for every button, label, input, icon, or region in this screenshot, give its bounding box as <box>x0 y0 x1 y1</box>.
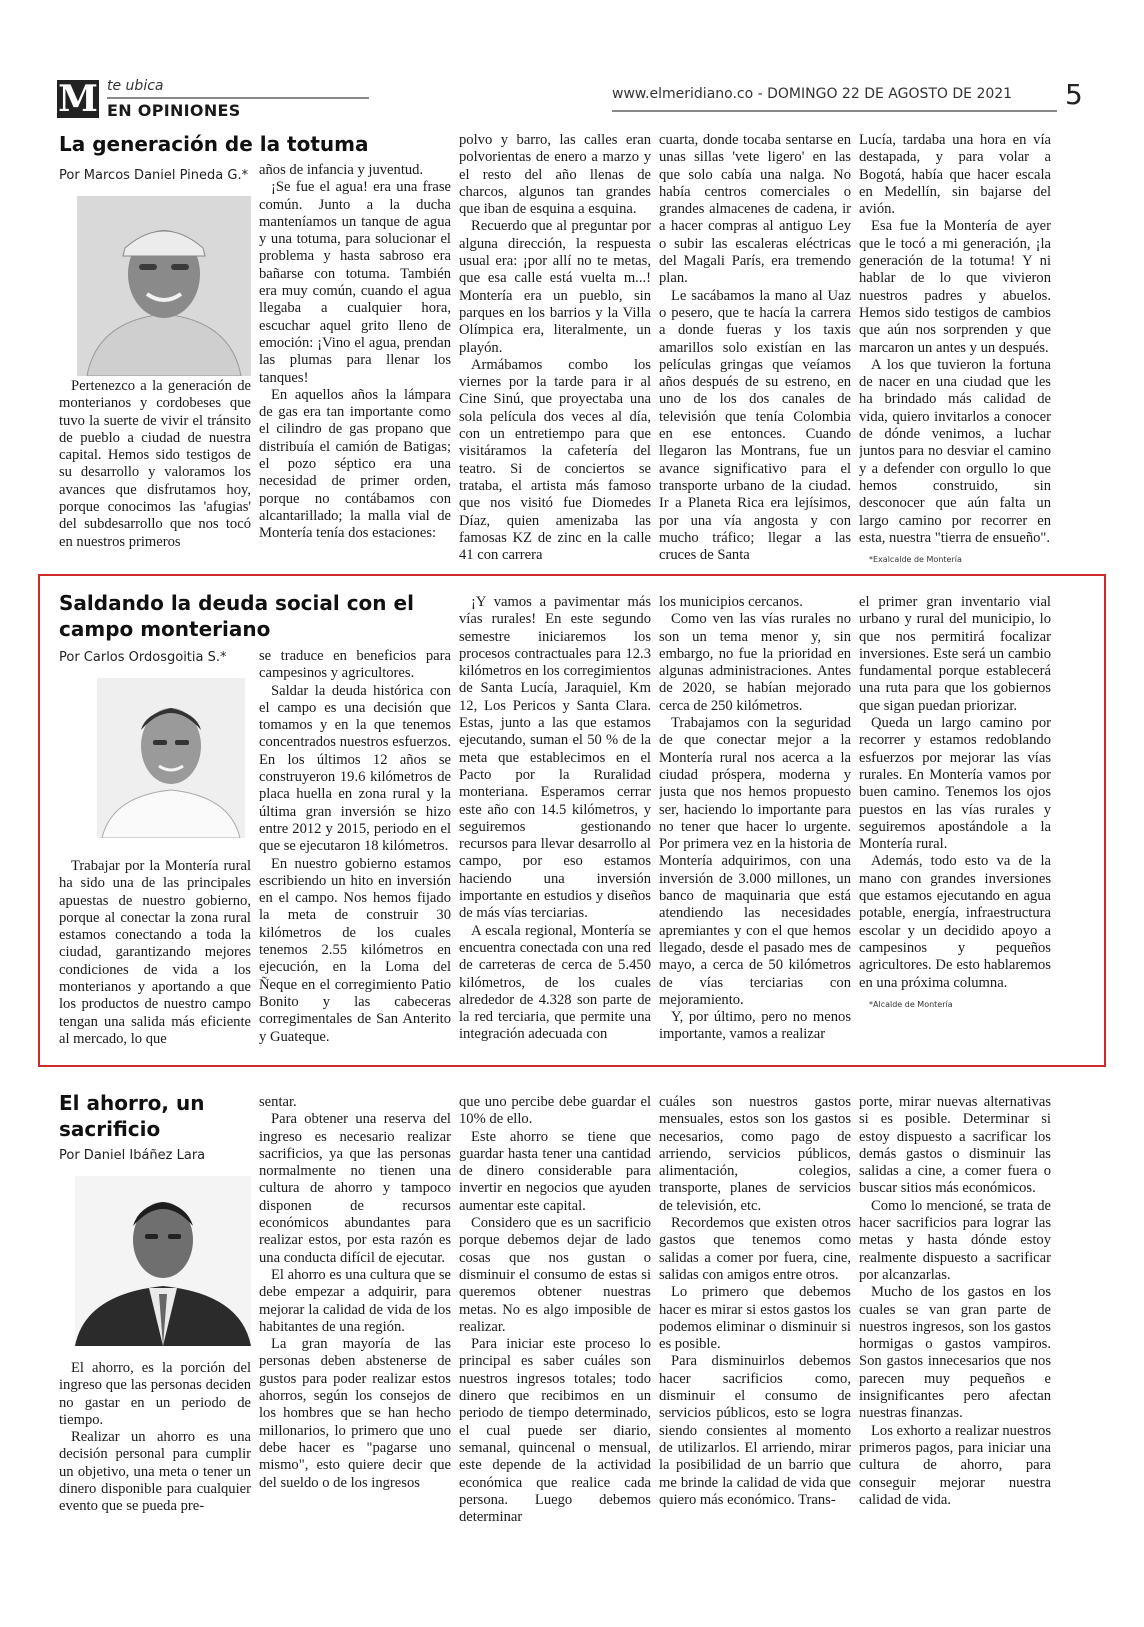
paragraph: Pertenezco a la generación de monterianos y cordobeses que tuvo la suerte de vivir el tránsito de pueblo a ciudad de nuestra capital. Hemos sido testigos de su desarrollo y valoramos los avances que disfrutamos hoy, porque conocimos las 'afugias' del subdesarrollo que nos tocó en nuestros primeros <box>59 378 251 550</box>
paragraph: Como lo mencioné, se trata de hacer sacrificios para lograr las metas y hasta dónde estoy realmente dispuesto a sacrificar por alcanzarlas. <box>859 1197 1051 1283</box>
paragraph: cuáles son nuestros gastos mensuales, estos son los gastos necesarios, como pago de arriendo, servicios públicos, alimentación, colegios, transporte, planes de servicios de televisión, etc. <box>659 1094 851 1214</box>
header-rule <box>107 97 369 99</box>
paragraph: Como ven las vías rurales no son un tema menor y, sin embargo, no fue la prioridad en algunas administraciones. Antes de 2020, se habían mejorado cerca de 250 kilómetros. <box>659 611 851 714</box>
paragraph: A escala regional, Montería se encuentra conectada con una red de carreteras de cerca de 5.450 kilómetros, de los cuales alrededor de 4.328 son parte de la red terciaria, que permite una integración adecuada con <box>459 922 651 1043</box>
paragraph: Lo primero que debemos hacer es mirar si estos gastos los podemos eliminar o disminuir si es posible. <box>659 1284 851 1353</box>
page-number: 5 <box>1065 78 1083 111</box>
paragraph: Para disminuirlos debemos hacer sacrificios como, disminuir el consumo de servicios públicos, esto se logra siendo consientes al momento de utilizarlos. El arriendo, mirar la posibilidad de un barrio que me brinde la calidad de vida que quiero más económico. Trans- <box>659 1353 851 1508</box>
paragraph: Recordemos que existen otros gastos que tenemos como salidas a comer por fuera, cine, salidas con amigos entre otros. <box>659 1215 851 1283</box>
paragraph: El ahorro es una cultura que se debe empezar a adquirir, para mejorar la calidad de vida de los habitantes de una región. <box>259 1266 451 1335</box>
paragraph: El ahorro, es la porción del ingreso que las personas deciden no gastar en un periodo de tiempo. <box>59 1360 251 1428</box>
paragraph: el primer gran inventario vial urbano y rural del municipio, lo que nos permitirá focalizar inversiones. Este será un cambio fundamental porque establecerá una ruta para que los gobiernos que sigan puedan priorizar. <box>859 594 1051 714</box>
paragraph: que uno percibe debe guardar el 10% de ello. <box>459 1094 651 1128</box>
header-rule-right <box>612 110 1057 112</box>
article-byline: Por Carlos Ordosgoitia S.* <box>59 650 227 665</box>
paragraph: Este ahorro se tiene que guardar hasta tener una cantidad de dinero considerable para invertir en negocios que ayuden aumentar este capital. <box>459 1128 651 1214</box>
article-byline: Por Daniel Ibáñez Lara <box>59 1148 206 1163</box>
article-column-1 <box>59 1360 251 1546</box>
columnist-photo <box>97 678 245 838</box>
paragraph: Considero que es un sacrificio porque debemos dejar de lado cosas que nos gustan o disminuir el consumo de estas si queremos obtener nuestras metas. No es algo imposible de realizar. <box>459 1215 651 1335</box>
paragraph: Trabajamos con la seguridad de que conectar mejor a la Montería rural nos acerca a la ciudad próspera, moderna y justa que nos hemos propuesto ser, haciendo lo importante para no tener que hacer lo urgente. Por primera vez en la historia de Montería adquirimos, con una inversión de 3.000 millones, un banco de maquinaria que está atendiendo las necesidades apremiantes y con el que hemos llegado, desde el pasado mes de mayo, a cerca de 50 kilómetros de vías terciarias con mejoramiento. <box>659 715 851 1008</box>
paragraph: Trabajar por la Montería rural ha sido una de las principales apuestas de nuestro gobierno, porque al conectar la zona rural estamos conectando a toda la ciudad, garantizando mejores condiciones de vida a los monterianos y aportando a que los productos de nuestro campo tengan una salida más eficiente al mercado, lo que <box>59 858 251 1047</box>
article-column-5 <box>859 1094 1051 1546</box>
paragraph: Le sacábamos la mano al Uaz o pesero, que te hacía la carrera a donde fueras y los taxis amarillos solo existían en las películas gringas que veíamos años después de su estreno, en uno de los dos canales de televisión que tenía Colombia en ese entonces. Cuando llegaron las Montrans, fue un avance significativo para el transporte urbano de la ciudad. Ir a Planeta Rica era lejísimos, por una vía angosta y con mucho tráfico; llegar a las cruces de Santa <box>659 287 851 564</box>
paragraph: La gran mayoría de las personas deben abstenerse de gustos para poder realizar estos ahorros, según los consejos de los hombres que se han hecho millonarios, lo primero que uno debe hacer es "pagarse uno mismo", esto quiere decir que del sueldo o de los ingresos <box>259 1336 451 1491</box>
masthead <box>57 78 1087 124</box>
paragraph: porte, mirar nuevas alternativas si es posible. Determinar si estoy dispuesto a sacrificar los demás gastos o disminuir las salidas a cine, a comer fuera o buscar sitios más económicos. <box>859 1094 1051 1197</box>
article-column-4 <box>659 1094 851 1546</box>
paragraph: Para obtener una reserva del ingreso es necesario realizar sacrificios, ya que las personas normalmente no tienen una cultura de ahorro y tampoco disponen de recursos económicos abundantes para realizar estos, por esta razón es una conducta difícil de ejecutar. <box>259 1111 451 1266</box>
paragraph: Realizar un ahorro es una decisión personal para cumplir un objetivo, una meta o tener un dinero disponible para cualquier evento que se pueda pre- <box>59 1429 251 1515</box>
article-title: Saldando la deuda social con el campo monteriano <box>59 591 414 641</box>
paragraph: Mucho de los gastos en los cuales se van gran parte de nuestros ingresos, son los gastos hormigas o gastos vampiros. Son gastos innecesarios que nos parecen muy pequeños e insignificantes pero afectan nuestras finanzas. <box>859 1284 1051 1422</box>
article-column-4 <box>659 132 851 566</box>
article-column-2 <box>259 162 451 566</box>
paragraph: Queda un largo camino por recorrer y estamos redoblando esfuerzos por mejorar las vías rurales. En Montería vamos por buen camino. Tenemos los ojos puestos en las vías rurales y seguiremos apostándole a la Montería rural. <box>859 715 1051 853</box>
article-column-1 <box>59 858 251 1058</box>
paragraph: años de infancia y juventud. <box>259 162 424 178</box>
paragraph: Armábamos combo los viernes por la tarde para ir al Cine Sinú, que proyectaba una sola película dos veces al día, con un entretiempo para que visitáramos la cafetería del teatro. Si de conciertos se trataba, el artista más famoso que nos visitó fue Diomedes Díaz, quien amenizaba las famosas KZ de zinc en la calle 41 con carrera <box>459 356 651 564</box>
paragraph: polvo y barro, las calles eran polvorientas de enero a marzo y el resto del año llenas de charcos, algunos tan grandes que iban de esquina a esquina. <box>459 132 651 218</box>
portrait-man-white-shirt-icon <box>97 678 245 838</box>
article-generacion-totuma <box>57 128 1087 568</box>
columnist-photo <box>77 196 251 376</box>
paragraph: los municipios cercanos. <box>659 594 803 610</box>
article-column-3 <box>459 1094 651 1546</box>
article-ahorro-sacrificio <box>57 1090 1087 1550</box>
dateline: www.elmeridiano.co - DOMINGO 22 DE AGOSTO DE 2021 <box>612 86 1013 102</box>
article-column-5 <box>859 594 1051 1058</box>
paragraph: ¡Y vamos a pavimentar más vías rurales! En este segundo semestre iniciaremos los procesos contractuales para 12.3 kilómetros en los corregimientos de Santa Lucía, Jaraquiel, Km 12, Los Pericos y Santa Clara. Estas, junto a las que estamos ejecutando, suman el 50 % de la meta que establecimos en el Pacto por la Ruralidad monteriana. Esperamos cerrar este año con 14.5 kilómetros, y seguiremos gestionando recursos para llevar desarrollo al campo, por eso estamos haciendo una inversión importante en estudios y diseños de más vías terciarias. <box>459 594 651 922</box>
columnist-photo <box>75 1176 251 1346</box>
paragraph: Además, todo esto va de la mano con grandes inversiones que estamos ejecutando en agua potable, energía, infraestructura escolar y un decidido apoyo a campesinos y pequeños agricultores. De esto hablaremos en una próxima columna. <box>859 853 1051 991</box>
paragraph: En aquellos años la lámpara de gas era tan importante como el cilindro de gas propano que distribuía el camión de Batigas; el pozo séptico era una necesidad de primer orden, porque no contábamos con alcantarillado; la malla vial de Montería tenía dos estaciones: <box>259 386 451 542</box>
portrait-man-cap-icon <box>77 196 251 376</box>
paragraph: Recuerdo que al preguntar por alguna dirección, la respuesta usual era: ¡por allí no te metas, que esa calle está vuelta m...! Montería era un pueblo, sin parques en los barrios y la Villa Olímpica era, literalmente, un playón. <box>459 218 651 356</box>
article-column-5 <box>859 132 1051 566</box>
article-column-4 <box>659 594 851 1058</box>
paragraph: Lucía, tardaba una hora en vía destapada, y para volar a Bogotá, había que hacer escala en Medellín, sin bajarse del avión. <box>859 132 1051 218</box>
newspaper-logo: M <box>58 78 98 120</box>
article-title: El ahorro, un sacrificio <box>59 1091 205 1141</box>
paragraph: sentar. <box>259 1094 297 1110</box>
paragraph: se traduce en beneficios para campesinos y agricultores. <box>259 648 451 682</box>
paragraph: Para iniciar este proceso lo principal es saber cuáles son nuestros ingresos totales; todo dinero que recibimos en un periodo de tiempo determinado, el cual puede ser diario, semanal, quincenal o mensual, este depende de la actividad económica que realice cada persona. Luego debemos determinar <box>459 1336 651 1526</box>
paragraph: Saldar la deuda histórica con el campo es una decisión que tomamos y en la que tenemos concentrados nuestros esfuerzos. En los últimos 12 años se construyeron 19.6 kilómetros de placa huella en zona rural y la última gran inversión se hizo entre 2012 y 2015, periodo en el que se ejecutaron 18 kilómetros. <box>259 682 451 855</box>
article-column-3 <box>459 594 651 1058</box>
article-byline: Por Marcos Daniel Pineda G.* <box>59 168 249 183</box>
paragraph: cuarta, donde tocaba sentarse en unas sillas 'vete ligero' en las que solo cabía una nalga. No había centros comerciales o grandes almacenes de cadena, ir a hacer compras al antiguo Ley o subir las escaleras eléctricas del Magali París, era tremendo plan. <box>659 132 851 287</box>
article-column-2 <box>259 648 451 1058</box>
article-column-3 <box>459 132 651 566</box>
portrait-man-suit-icon <box>75 1176 251 1346</box>
paragraph: Y, por último, pero no menos importante, vamos a realizar <box>659 1009 851 1043</box>
tagline: te ubica <box>107 78 164 94</box>
paragraph: A los que tuvieron la fortuna de nacer en una ciudad que les ha brindado más calidad de vida, quiero invitarlos a conocer de dónde venimos, a luchar juntos para no desviar el camino y a defender con orgullo lo que hemos construido, sin desconocer que aún falta un largo camino por recorrer en esta, nuestra "tierra de ensueño". <box>859 356 1051 546</box>
paragraph: En nuestro gobierno estamos escribiendo un hito en inversión en el campo. Nos hemos fijado la meta de construir 30 kilómetros de los cuales tenemos 2.55 kilómetros en ejecución, en la Loma del Ñeque en el corregimiento Patio Bonito y las cabeceras corregimentales de San Anterito y Guateque. <box>259 855 451 1045</box>
article-deuda-social <box>57 590 1087 1060</box>
article-title: La generación de la totuma <box>59 132 369 156</box>
paragraph: Esa fue la Montería de ayer que le tocó a mi generación, ¡la generación de la totuma! Y ni hablar de lo que vivieron nuestros padres y abuelos. Hemos sido testigos de cambios que aún nos sorprenden y que marcaron un antes y un después. <box>859 218 1051 356</box>
author-footnote: *Exalcalde de Montería <box>869 555 962 565</box>
paragraph: Los exhorto a realizar nuestros primeros pagos, para iniciar una cultura de ahorro, para conseguir mejorar nuestra calidad de vida. <box>859 1422 1051 1508</box>
section-label: EN OPINIONES <box>107 101 241 120</box>
article-column-2 <box>259 1094 451 1546</box>
article-column-1 <box>59 378 251 566</box>
author-footnote: *Alcalde de Montería <box>869 999 953 1009</box>
paragraph: ¡Se fue el agua! era una frase común. Junto a la ducha manteníamos un tanque de agua y una totuma, para solucionar el problema y hasta sabroso era bañarse con totuma. También era muy común, cuando el agua llegaba a cualquier hora, escuchar aquel grito lleno de emoción: ¡Vino el agua, prendan las plumas para llenar los tanques! <box>259 179 451 386</box>
